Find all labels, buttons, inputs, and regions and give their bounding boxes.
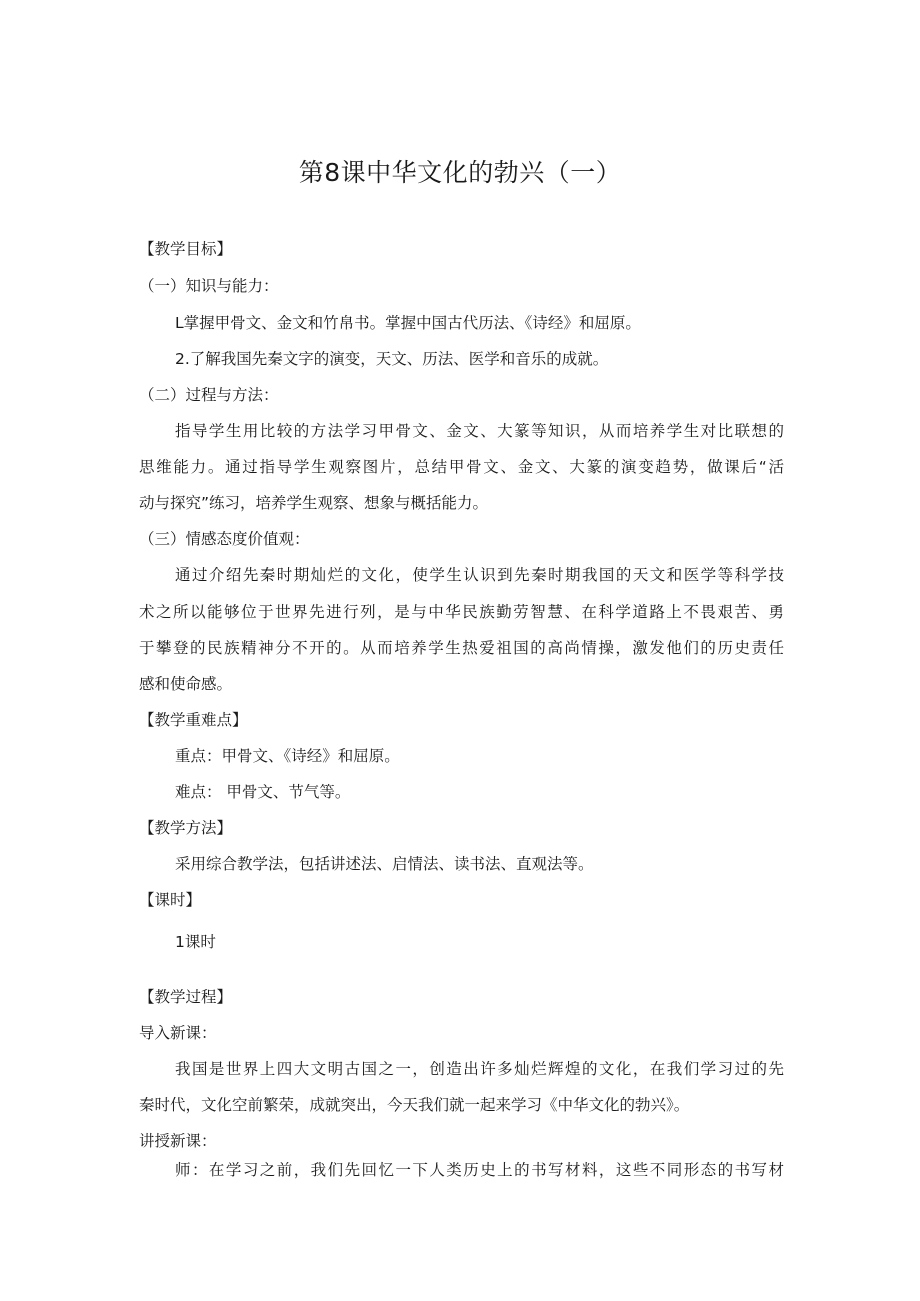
knowledge-heading: （一）知识与能力： <box>139 277 279 295</box>
key-point: 重点：甲骨文、《诗经》和屈原。 <box>175 747 400 765</box>
period-text: 1课时 <box>175 933 216 951</box>
page-title: 第8课中华文化的勃兴（一） <box>298 158 622 187</box>
emotion-line-4: 感和使命感。 <box>139 675 233 693</box>
lecture-line-1: 师：在学习之前，我们先回忆一下人类历史上的书写材料，这些不同形态的书写材 <box>175 1161 784 1179</box>
knowledge-item-2: 2.了解我国先秦文字的演变，天文、历法、医学和音乐的成就。 <box>175 350 609 368</box>
lecture-heading: 讲授新课： <box>139 1132 217 1150</box>
intro-line-2: 秦时代，文化空前繁荣，成就突出，今天我们就一起来学习《中华文化的勃兴》。 <box>139 1096 690 1114</box>
methods-text: 采用综合教学法，包括讲述法、启情法、读书法、直观法等。 <box>175 855 594 873</box>
methods-heading: 【教学方法】 <box>139 819 233 837</box>
emotion-line-3: 于攀登的民族精神分不开的。从而培养学生热爱祖国的高尚情操，激发他们的历史责任 <box>139 639 784 657</box>
intro-line-1: 我国是世界上四大文明古国之一，创造出许多灿烂辉煌的文化，在我们学习过的先 <box>175 1060 784 1078</box>
process-line-1: 指导学生用比较的方法学习甲骨文、金文、大篆等知识，从而培养学生对比联想的 <box>175 422 784 440</box>
emotion-heading: （三）情感态度价值观： <box>139 530 310 548</box>
key-points-heading: 【教学重难点】 <box>139 711 248 729</box>
objectives-heading: 【教学目标】 <box>139 240 233 258</box>
process-line-2: 思维能力。通过指导学生观察图片，总结甲骨文、金文、大篆的演变趋势，做课后“活 <box>139 458 784 476</box>
intro-heading: 导入新课： <box>139 1024 217 1042</box>
emotion-line-1: 通过介绍先秦时期灿烂的文化，使学生认识到先秦时期我国的天文和医学等科学技 <box>175 566 784 584</box>
procedure-heading: 【教学过程】 <box>139 988 233 1006</box>
process-heading: （二）过程与方法： <box>139 386 279 404</box>
knowledge-item-1: L掌握甲骨文、金文和竹帛书。掌握中国古代历法、《诗经》和屈原。 <box>175 314 641 332</box>
period-heading: 【课时】 <box>139 891 202 909</box>
process-line-3: 动与探究”练习，培养学生观察、想象与概括能力。 <box>139 494 489 512</box>
difficult-point: 难点： 甲骨文、节气等。 <box>175 783 351 801</box>
emotion-line-2: 术之所以能够位于世界先进行列，是与中华民族勤劳智慧、在科学道路上不畏艰苦、勇 <box>139 603 784 621</box>
